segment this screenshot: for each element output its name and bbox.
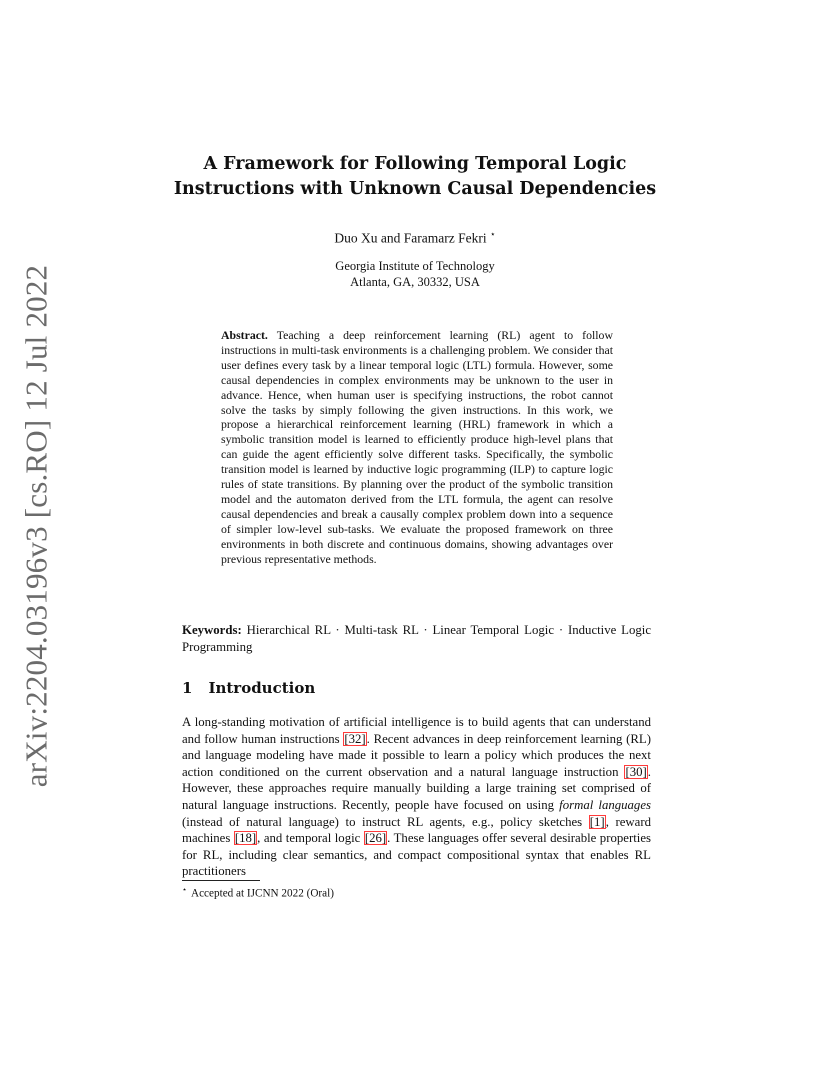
abstract — [221, 328, 613, 567]
section-number: 1 — [182, 679, 193, 697]
footnote-mark: ⋆ — [182, 885, 188, 894]
intro-text: , reward machines — [182, 814, 651, 846]
intro-paragraph — [182, 714, 651, 880]
author-names: Duo Xu and Faramarz Fekri — [334, 230, 487, 246]
affiliation-address: Atlanta, GA, 30332, USA — [350, 275, 480, 289]
abstract-text: Teaching a deep reinforcement learning (RL) agent to follow instructions in multi-task environments is a challenging problem. We consider that user defines every task by a linear temporal logic (LTL) formula. However, some causal dependencies in complex environments may be unknown to the user in advance. Hence, when human user is specifying instructions, the robot cannot solve the tasks by simply following the given instructions. In this work, we propose a hierarchical reinforcement learning (HRL) framework in which a symbolic transition model is learned to efficiently produce high-level plans that can guide the agent efficiently solve different tasks. Specifically, the symbolic transition model is learned by inductive logic programming (ILP) to capture logic rules of state transitions. By planning over the product of the symbolic transition model and the automaton derived from the LTL formula, the agent can resolve causal dependencies and break a causally complex problem down into a sequence of simpler low-level sub-tasks. We evaluate the proposed framework on three environments in both discrete and continuous domains, showing advantages over previous representative methods. — [221, 328, 613, 566]
intro-text: (instead of natural language) to instruct RL agents, e.g., policy sketches — [182, 814, 589, 829]
intro-text: . These languages offer several desirable properties for RL, including clear semantics, and compact compositional syntax that enables RL practitioners — [182, 831, 651, 879]
arxiv-side-stamp — [14, 264, 58, 788]
footnote-rule — [182, 880, 260, 881]
section-heading — [182, 679, 315, 697]
arxiv-identifier: arXiv:2204.03196v3 [cs.RO] 12 Jul 2022 — [18, 264, 54, 788]
footnote — [182, 885, 334, 900]
paper-title: A Framework for Following Temporal Logic Instructions with Unknown Causal Dependencies — [173, 154, 657, 199]
intro-text: , and temporal logic — [257, 831, 364, 846]
citation-link[interactable]: [26] — [364, 831, 387, 846]
citation-link[interactable]: [1] — [589, 814, 605, 829]
section-title: Introduction — [208, 679, 316, 697]
keywords-label: Keywords: — [182, 623, 242, 637]
authors — [180, 229, 650, 247]
keywords — [182, 622, 651, 656]
intro-text: . However, these approaches require manually building a large training set comprised of natural language instructions. Recently, people have focused on using — [182, 764, 651, 812]
intro-text: A long-standing motivation of artificial intelligence is to build agents that can understand and follow human instructions — [182, 715, 651, 746]
affiliation — [200, 258, 630, 290]
keywords-text: Hierarchical RL · Multi-task RL · Linear Temporal Logic · Inductive Logic Programming — [182, 623, 652, 654]
citation-link[interactable]: [30] — [625, 764, 647, 779]
footnote-text: Accepted at IJCNN 2022 (Oral) — [191, 887, 334, 900]
affiliation-institution: Georgia Institute of Technology — [335, 259, 495, 273]
intro-text: . Recent advances in deep reinforcement learning (RL) and language modeling have made it possible to learn a policy which produces the next action conditioned on the current observation and a natural language instruction — [182, 731, 651, 779]
intro-emphasis: formal languages — [559, 797, 651, 812]
citation-link[interactable]: [32] — [344, 731, 366, 746]
author-footnote-mark: ⋆ — [489, 229, 496, 239]
abstract-label: Abstract. — [221, 328, 268, 342]
citation-link[interactable]: [18] — [234, 831, 257, 846]
